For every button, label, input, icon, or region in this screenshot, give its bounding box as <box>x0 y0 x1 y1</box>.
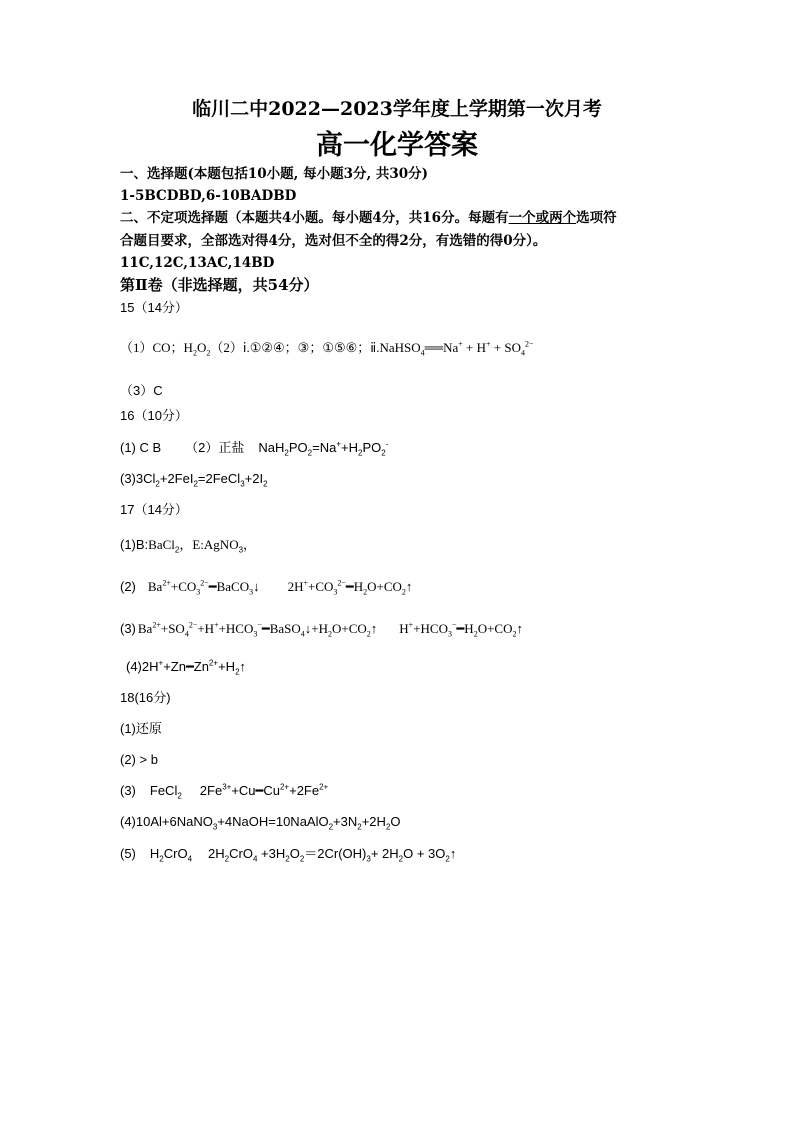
q16-eq-s2: 2 <box>307 448 313 458</box>
document-title-school: 临川二中2022—2023学年度上学期第一次月考 <box>192 98 602 120</box>
q18-a5-i: O + 3O <box>403 846 446 861</box>
q17-a4-p1: + <box>158 658 164 668</box>
q15-answer-3: （3）C <box>120 383 163 398</box>
q17-a4-a: (4)2H <box>126 659 159 674</box>
section2-underlined-text: 一个或两个 <box>508 210 577 226</box>
q18-a5-s2: 4 <box>187 854 193 864</box>
q16-a3-s3: 3 <box>240 479 245 489</box>
q17-a1-s2: 3 <box>238 545 244 555</box>
q17-a3e2-p1: + <box>408 620 414 630</box>
q17-a2e2-c: ━H <box>345 579 364 594</box>
q17-a2e1-s1: 3 <box>196 587 201 597</box>
q18-a5-s3: 2 <box>224 854 230 864</box>
q15-a2-sub: 4 <box>420 348 425 358</box>
q17-a3-label: (3) <box>120 621 136 636</box>
q17-a2e2-p1: + <box>303 578 308 588</box>
q17-a3e1-s3: 4 <box>300 629 305 639</box>
q18-a4-c: +3N <box>333 814 358 829</box>
q17-a2e1-s2: 3 <box>249 587 254 597</box>
q17-a3e1-g: O+CO <box>332 621 367 636</box>
q17-a3e1-p1: 2+ <box>152 620 161 630</box>
q17-a3-equation-1 <box>137 620 378 639</box>
q17-a4-p2: 2+ <box>208 658 219 668</box>
q17-a3e1-p4: − <box>257 620 262 630</box>
q18-a4-e: O <box>390 814 401 829</box>
part2-heading: 第Ⅱ卷（非选择题，共54分） <box>120 276 319 294</box>
q17-a4-b: +Zn━Zn <box>163 659 209 674</box>
section2-heading-line1 <box>120 212 617 226</box>
q16-eq-b: PO <box>288 440 308 455</box>
q15-a2-sub3: 4 <box>520 348 525 358</box>
q17-a2e2-p2: 2− <box>337 578 346 588</box>
q18-header: 18(16分) <box>120 690 171 705</box>
q18-a3-p2: 2+ <box>279 782 290 792</box>
q18-a5-j: ↑ <box>449 846 457 861</box>
q17-a3e2-d: O+CO <box>477 621 513 636</box>
q17-a2e2-s2: 2 <box>363 587 368 597</box>
q17-a2e1-b: +CO <box>170 579 197 594</box>
q16-answer-3 <box>120 471 268 489</box>
q17-a3e2-b: +HCO <box>413 621 448 636</box>
q16-a3-s4: 2 <box>263 479 268 489</box>
q18-a5-label: (5) <box>120 846 136 861</box>
q17-a2e1-p1: 2+ <box>162 578 171 588</box>
q17-a3e2-s2: 2 <box>473 629 478 639</box>
q18-a4-d: +2H <box>361 814 386 829</box>
q16-eq-e: PO <box>362 440 382 455</box>
q15-answer-1-2 <box>120 339 534 358</box>
q15-a1-text: （1）CO；H <box>120 340 193 355</box>
q17-a2e1-d: ↓ <box>253 579 260 594</box>
q15-a2-sup1: + <box>458 339 463 349</box>
q17-a4-s1: 2 <box>235 667 240 677</box>
q16-eq-d: +H <box>341 440 358 455</box>
q17-a2e2-d: O+CO <box>367 579 402 594</box>
q15-a1-sub2: 2 <box>206 348 211 358</box>
q17-a3e1-b: +SO <box>160 621 185 636</box>
q17-a3e1-f: ↓+H <box>304 621 328 636</box>
q18-a4-b: +4NaOH=10NaAlO <box>217 814 329 829</box>
q18-a5-s9: 2 <box>445 854 450 864</box>
q18-a3-s1: 2 <box>177 791 182 801</box>
q17-a2e2-a: 2H <box>287 579 304 594</box>
q17-answer-1 <box>120 537 257 555</box>
q18-a5-s5: 2 <box>285 854 290 864</box>
q18-a5-h: + 2H <box>370 846 399 861</box>
q17-a3e1-s2: 3 <box>253 629 258 639</box>
q15-a2-sup2: + <box>486 339 491 349</box>
q18-a5-s6: 2 <box>299 854 305 864</box>
q18-a5-g: ＝2Cr(OH) <box>304 846 367 861</box>
document-title-subject: 高一化学答案 <box>316 130 478 161</box>
q16-answer-1-2 <box>120 439 389 458</box>
q16-eq-c: =Na <box>312 440 337 455</box>
q18-a3-d: +2Fe <box>289 783 320 798</box>
section1-answers: 1-5BCDBD,6-10BADBD <box>120 188 297 204</box>
q16-a2: （2）正盐 <box>185 440 245 455</box>
q16-eq-s4: 2 <box>381 448 386 458</box>
q17-a2e1-a: Ba <box>147 579 163 594</box>
q17-a4-d: ↑ <box>239 659 247 674</box>
q18-a3-label: (3) <box>120 783 136 798</box>
q15-header: 15（14分） <box>120 300 188 315</box>
q17-a3e1-c: +H <box>197 621 215 636</box>
q17-a2e2-s1: 3 <box>333 587 338 597</box>
q18-a5-e: +3H <box>257 846 286 861</box>
q15-a1-sub: 2 <box>192 348 197 358</box>
q18-answer-3 <box>120 782 329 801</box>
q17-a3e2-a: H <box>399 621 409 636</box>
q16-a1: (1) C B <box>120 440 162 455</box>
q18-a5-a: H <box>149 846 160 861</box>
q16-header: 16（10分） <box>120 408 188 423</box>
q16-a3-c: =2FeCl <box>197 471 241 486</box>
q16-eq-p1: + <box>336 439 342 449</box>
q18-a5-c: 2H <box>208 846 225 861</box>
q17-a3e1-s5: 2 <box>366 629 371 639</box>
q17-answer-3 <box>120 620 523 639</box>
q18-a5-b: CrO <box>163 846 188 861</box>
q18-a5-s4: 4 <box>252 854 258 864</box>
q16-eq-p2: - <box>385 439 389 449</box>
q17-a2-equation-2 <box>287 578 413 597</box>
q17-a2e1-p2: 2− <box>200 578 209 588</box>
section2-text-a: 二、不定项选择题（本题共4小题。每小题4分，共16分。每题有 <box>120 210 509 226</box>
q17-a3e1-a: Ba <box>137 621 153 636</box>
q15-a1-text-b: O <box>196 340 207 355</box>
q17-a3e1-e: ━BaSO <box>261 621 301 636</box>
q18-a5-f: O <box>289 846 300 861</box>
q16-a3-s1: 2 <box>155 479 160 489</box>
q15-a2-sup3: 2− <box>524 339 534 349</box>
q18-a4-s2: 2 <box>328 822 334 832</box>
q16-a3-b: +2FeI <box>159 471 194 486</box>
q17-header: 17（14分） <box>120 502 188 517</box>
q17-a1-s1: 2 <box>174 545 180 555</box>
q18-answer-2: (2) > b <box>120 752 158 767</box>
q17-a3-equation-2 <box>399 620 523 639</box>
q17-a2e1-c: ━BaCO <box>208 579 250 594</box>
q17-a3e1-h: ↑ <box>370 621 378 636</box>
q16-a3-s2: 2 <box>193 479 198 489</box>
q17-a1-b: BaCl <box>148 537 175 552</box>
section2-answers: 11C,12C,13AC,14BD <box>120 255 275 271</box>
q16-eq-a: NaH <box>258 440 285 455</box>
q17-a3e1-p2: 2− <box>188 620 198 630</box>
q17-a2e2-s3: 2 <box>401 587 406 597</box>
q16-a3-a: (3)3Cl <box>120 471 156 486</box>
q15-a2-text-c: + H <box>462 340 486 355</box>
q18-a3-a: FeCl <box>149 783 178 798</box>
q17-a3e2-e: ↑ <box>516 621 523 636</box>
q17-a3e2-c: ━H <box>456 621 474 636</box>
q17-a2-equation-1 <box>147 578 260 597</box>
q18-a5-d: CrO <box>229 846 253 861</box>
q18-a3-p3: 2+ <box>319 782 329 792</box>
q18-answer-1: (1)还原 <box>120 721 162 736</box>
q15-a2-text-d: + SO <box>490 340 521 355</box>
q17-a3e2-s3: 2 <box>512 629 517 639</box>
q17-answer-4 <box>126 658 247 677</box>
q18-a3-p1: 3+ <box>222 782 232 792</box>
q17-a2e2-e: ↑ <box>405 579 413 594</box>
q18-a5-s1: 2 <box>159 854 164 864</box>
q16-eq-s3: 2 <box>358 448 363 458</box>
q16-eq-s1: 2 <box>284 448 289 458</box>
q17-a1-a: (1)B: <box>120 537 149 552</box>
section2-text-b: 选项符 <box>576 210 617 226</box>
q18-a5-s7: 3 <box>366 854 371 864</box>
q17-a4-c: +H <box>218 659 236 674</box>
q17-a3e1-d: +HCO <box>218 621 254 636</box>
q18-a4-s3: 2 <box>357 822 362 832</box>
q16-a3-d: +2I <box>244 471 264 486</box>
q17-a1-c: ，E:AgNO <box>179 537 239 552</box>
q18-a4-s4: 2 <box>385 822 391 832</box>
q17-answer-2 <box>120 578 413 597</box>
section1-heading: 一、选择题(本题包括10小题, 每小题3分, 共30分) <box>120 166 429 182</box>
q18-a3-c: +Cu━Cu <box>231 783 280 798</box>
q17-a3e2-s1: 3 <box>447 629 452 639</box>
q18-a4-s1: 3 <box>212 822 218 832</box>
q17-a2e2-b: +CO <box>308 579 334 594</box>
q17-a1-d: ， <box>243 537 257 552</box>
q17-a2-label: (2) <box>120 579 136 594</box>
q17-a3e2-p2: − <box>451 620 457 630</box>
q17-a3e1-s1: 4 <box>184 629 189 639</box>
q18-a4-a: (4)10Al+6NaNO <box>120 814 213 829</box>
q18-a3-b: 2Fe <box>199 783 223 798</box>
q18-answer-4 <box>120 814 401 832</box>
q18-a5-s8: 2 <box>398 854 404 864</box>
q15-a2-text-b: ══Na <box>424 340 459 355</box>
q15-a2-text: （2）ⅰ.①②④；③；①⑤⑥；ⅱ.NaHSO <box>210 340 421 355</box>
q17-a3e1-p3: + <box>214 620 219 630</box>
q18-answer-5 <box>120 846 457 864</box>
section2-heading-line2: 合题目要求，全部选对得4分，选对但不全的得2分，有选错的得0分）。 <box>120 233 547 249</box>
q17-a3e1-s4: 2 <box>328 629 332 639</box>
